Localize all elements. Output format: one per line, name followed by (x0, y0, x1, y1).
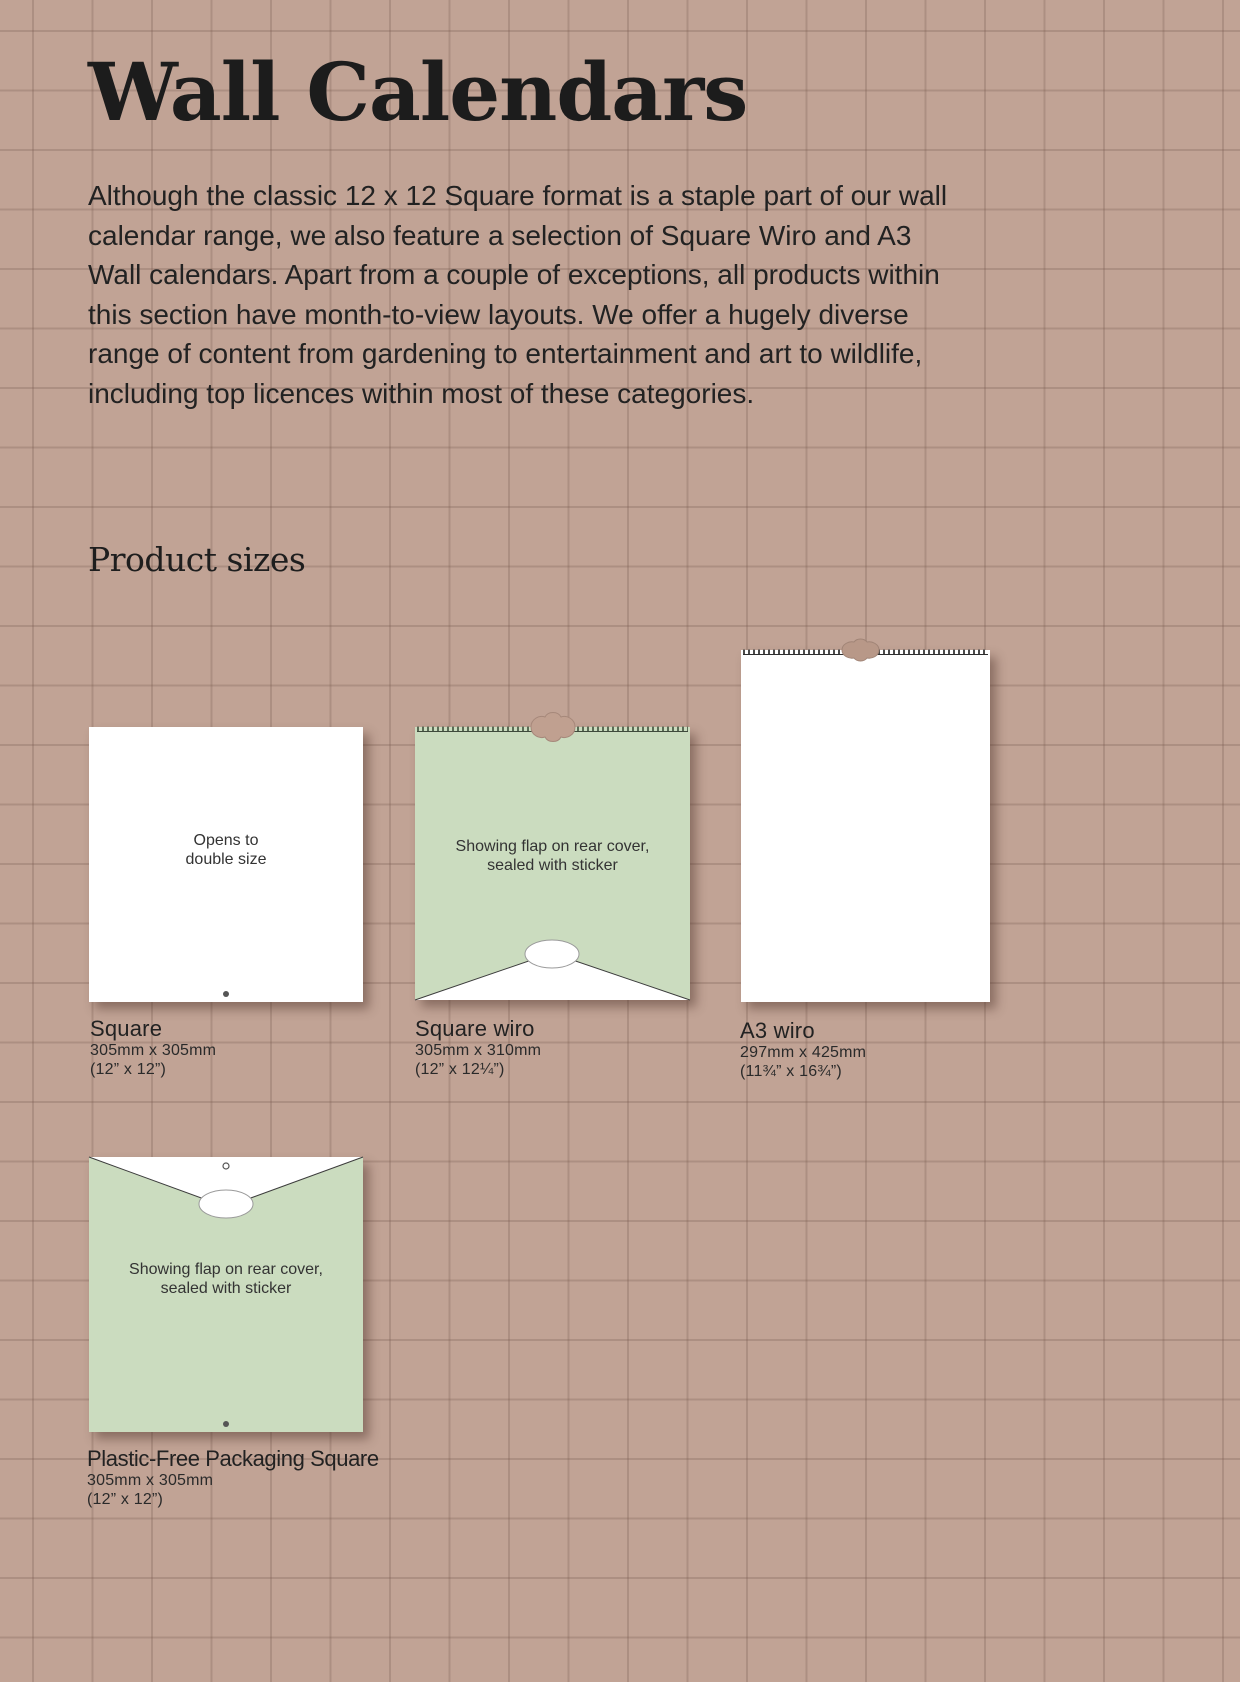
plastic-free-square-calendar-card (89, 1157, 363, 1432)
square-wiro-calendar-caption (415, 1016, 541, 1079)
note-line: Showing flap on rear cover, (455, 838, 650, 855)
square-wiro-calendar-note (415, 837, 690, 875)
a3-wiro-calendar-caption (740, 1018, 866, 1081)
note-line: double size (185, 851, 267, 868)
page-title: Wall Calendars (88, 45, 748, 139)
product-dimensions-imperial: (12” x 12”) (87, 1491, 163, 1508)
hanger-icon (741, 650, 990, 1002)
product-dimensions-metric: 305mm x 305mm (87, 1472, 214, 1489)
note-line: sealed with sticker (160, 1280, 292, 1297)
hanging-hole-icon (89, 727, 363, 1002)
note-line: Opens to (193, 832, 259, 849)
square-calendar-card (89, 727, 363, 1002)
product-name: Square (90, 1016, 163, 1041)
product-name: Square wiro (415, 1016, 535, 1041)
product-dimensions-metric: 305mm x 305mm (90, 1042, 217, 1059)
product-name: A3 wiro (740, 1018, 815, 1043)
product-dimensions-metric: 297mm x 425mm (740, 1044, 867, 1061)
square-calendar-caption (90, 1016, 216, 1079)
note-line: Showing flap on rear cover, (129, 1261, 323, 1278)
plastic-free-square-calendar-note (89, 1260, 363, 1298)
intro-paragraph: Although the classic 12 x 12 Square format is a staple part of our wall calendar range, we also feature a selection of Square Wiro and A3 Wall calendars. Apart from a couple of exceptions, all products within this section have month-to-view layouts. We offer a hugely diverse range of content from gardening to entertainment and art to wildlife, including top licences within most of these categories. (88, 180, 948, 409)
plastic-free-square-calendar-caption (87, 1446, 379, 1509)
product-dimensions-imperial: (11¾” x 16¾”) (740, 1063, 842, 1080)
square-wiro-calendar-card (415, 727, 690, 1000)
product-dimensions-metric: 305mm x 310mm (415, 1042, 542, 1059)
product-dimensions-imperial: (12” x 12”) (90, 1061, 166, 1078)
a3-wiro-calendar-card (741, 650, 990, 1002)
product-name: Plastic-Free Packaging Square (87, 1446, 379, 1471)
product-dimensions-imperial: (12” x 12¼”) (415, 1061, 505, 1078)
note-line: sealed with sticker (487, 857, 618, 874)
section-title: Product sizes (88, 540, 306, 579)
